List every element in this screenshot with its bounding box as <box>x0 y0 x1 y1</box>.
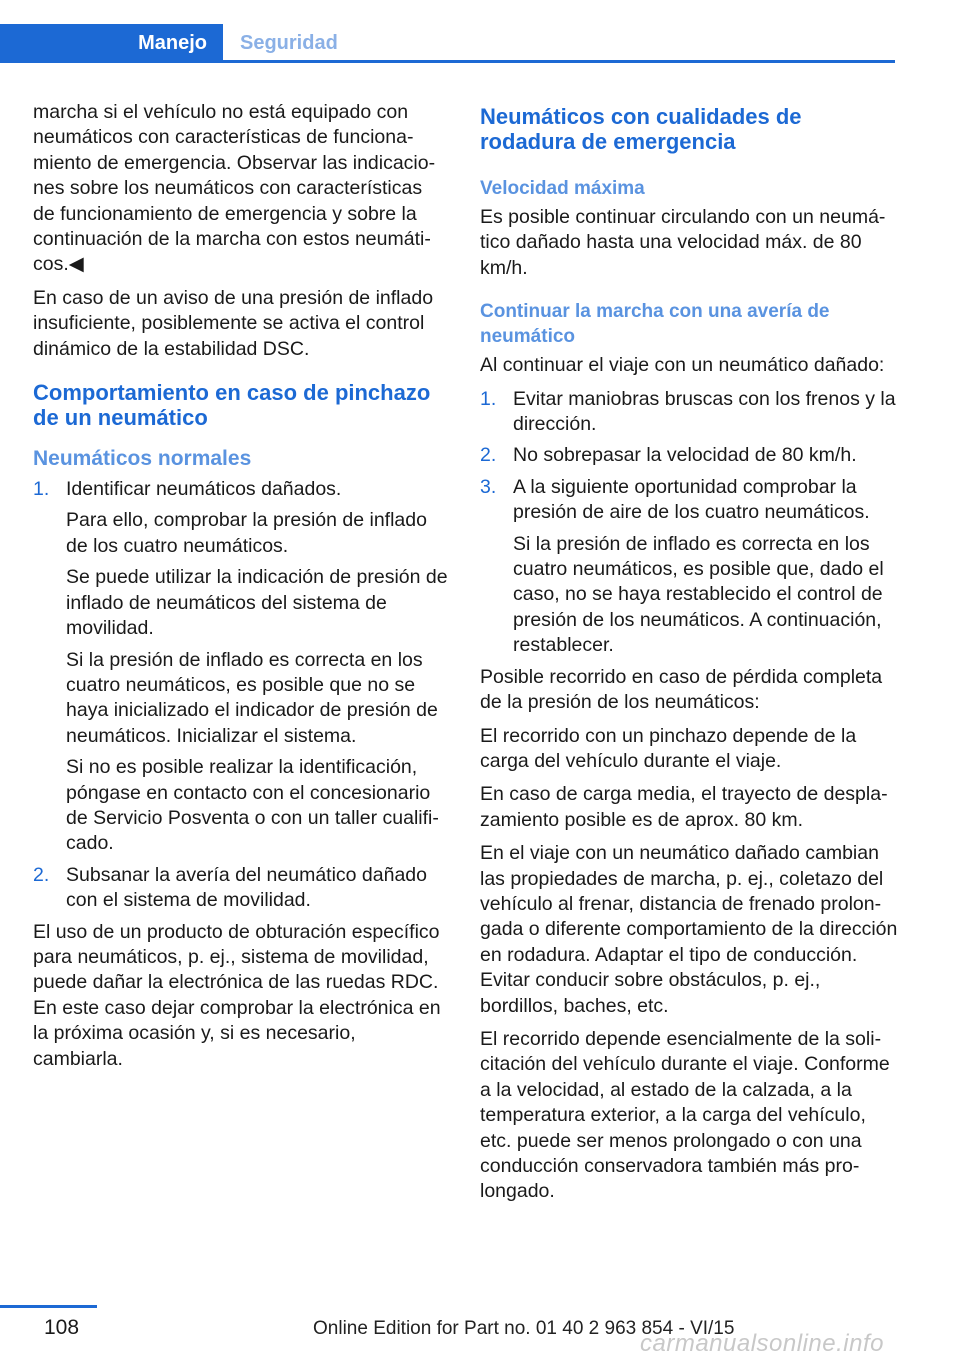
list-item <box>33 477 448 857</box>
step-detail: Se puede utilizar la indicación de presión de inflado de neumáticos del sistema de movilidad. <box>66 566 448 640</box>
paragraph: En el viaje con un neumático dañado cambian las propiedades de marcha, p. ej., coletazo del vehículo al frenar, distancia de frenado prolongada o diferente comportamiento de la dirección en rodadura. Adaptar el tipo de conducción. Evitar conducir sobre obstáculos, p. ej., bordillos, baches, etc. <box>480 842 898 1017</box>
tab-seguridad[interactable]: Seguridad <box>240 31 338 54</box>
paragraph: marcha si el vehículo no está equipado con neumáticos con características de funcionamiento de emergencia. Observar las indicaciones sobre los neumáticos con características de funcionamiento de emergencia y sobre la continuación de la marcha con estos neumáticos.◀ <box>33 101 436 276</box>
paragraph: En caso de un aviso de una presión de inflado insuficiente, posiblemente se activa el control dinámico de la estabilidad DSC. <box>33 286 434 360</box>
step-detail: Si no es posible realizar la identificación, póngase en contacto con el concesionario de Servicio Posventa o con un taller cualificado. <box>66 756 439 855</box>
step-text: A la siguiente oportunidad comprobar la presión de aire de los cuatro neumáticos. <box>513 475 870 524</box>
list-item <box>480 475 900 659</box>
paragraph: El recorrido depende esencialmente de la solicitación del vehículo durante el viaje. Conforme a la velocidad, al estado de la calzada, a la temperatura exterior, a la carga del vehículo, etc. puede ser menos prolongado o con una conducción conservadora también más prolongado. <box>480 1027 890 1203</box>
section-heading: Comportamiento en caso de pinchazo de un neumático <box>33 380 431 431</box>
list-number: 1. <box>480 387 497 410</box>
list-item <box>480 443 900 468</box>
left-column <box>33 100 448 1080</box>
step-detail: Para ello, comprobar la presión de inflado de los cuatro neumáticos. <box>66 509 427 557</box>
list-number: 2. <box>33 863 50 886</box>
paragraph: Posible recorrido en caso de pérdida completa de la presión de los neumáticos: <box>480 665 883 714</box>
subsection-heading: Continuar la marcha con una avería de neumático <box>480 301 830 348</box>
list-number: 2. <box>480 444 497 467</box>
steps-list <box>480 387 900 659</box>
watermark: carmanualsonline.info <box>640 1330 884 1357</box>
section-heading: Neumáticos con cualidades de rodadura de emergencia <box>480 104 802 154</box>
list-item <box>33 863 448 914</box>
list-number: 1. <box>33 478 50 501</box>
paragraph: Es posible continuar circulando con un neumático dañado hasta una velocidad máx. de 80 km/h. <box>480 206 886 279</box>
paragraph: El recorrido con un pinchazo depende de la carga del vehículo durante el viaje. <box>480 724 857 772</box>
paragraph: El uso de un producto de obturación específico para neumáticos, p. ej., sistema de movilidad, puede dañar la electrónica de las ruedas RDC. En este caso dejar comprobar la electrónica en la próxima ocasión y, si es necesario, cambiarla. <box>33 920 441 1070</box>
page-number: 108 <box>44 1316 80 1339</box>
step-detail: Si la presión de inflado es correcta en los cuatro neumáticos, es posible que, dado el caso, no se haya restablecido el control de presión de los neumáticos. A continuación, restablecer. <box>513 532 884 657</box>
step-text: No sobrepasar la velocidad de 80 km/h. <box>513 444 857 467</box>
right-column <box>480 100 900 1213</box>
step-text: Subsanar la avería del neumático dañado con el sistema de movilidad. <box>66 863 427 912</box>
step-text: Evitar maniobras bruscas con los frenos y la dirección. <box>513 387 896 436</box>
paragraph: En caso de carga media, el trayecto de desplazamiento posible es de aprox. 80 km. <box>480 783 888 831</box>
footer-divider <box>0 1305 97 1308</box>
paragraph: Al continuar el viaje con un neumático dañado: <box>480 354 885 377</box>
header-divider <box>0 60 895 63</box>
list-number: 3. <box>480 475 497 498</box>
step-text: Identificar neumáticos dañados. <box>66 478 342 501</box>
list-item <box>480 387 900 438</box>
page-header <box>0 0 960 64</box>
edition-note: Online Edition for Part no. 01 40 2 963 854 - VI/15 <box>313 1318 735 1339</box>
steps-list <box>33 477 448 914</box>
tab-manejo[interactable]: Manejo <box>0 24 223 62</box>
step-detail: Si la presión de inflado es correcta en los cuatro neumáticos, es posible que no se haya inicializado el indicador de presión de neumáticos. Inicializar el sistema. <box>66 648 438 747</box>
subsection-heading: Neumáticos normales <box>33 447 252 471</box>
subsection-heading: Velocidad máxima <box>480 178 645 199</box>
